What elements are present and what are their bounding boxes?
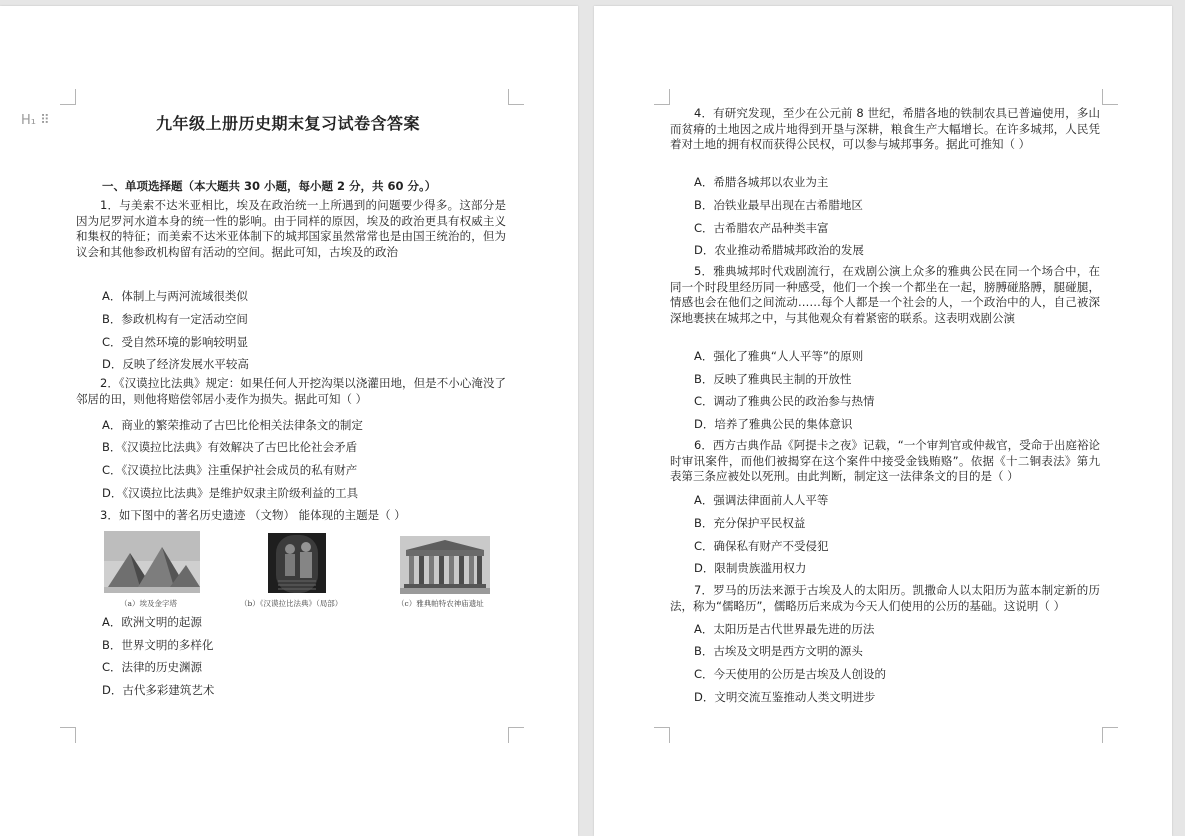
q3-option-b: B．世界文明的多样化 — [102, 638, 214, 652]
figure-c-caption: （c）雅典帕特农神庙遗址 — [397, 599, 484, 608]
question-4: 4．有研究发现，至少在公元前 8 世纪，希腊各地的铁制农具已普遍使用，多山而贫瘠的土地因之成片地得到开垦与深耕，粮食生产大幅增长。在许多城邦，人民凭着对土地的拥有权而获得公民权，可以参与城邦事务。据此可推知（ ） — [670, 106, 1100, 151]
q4-option-d: D．农业推动希腊城邦政治的发展 — [694, 243, 864, 257]
q3-option-a: A．欧洲文明的起源 — [102, 615, 202, 629]
q2-option-a: A．商业的繁荣推动了古巴比伦相关法律条文的制定 — [102, 418, 363, 432]
q5-option-c: C．调动了雅典公民的政治参与热情 — [694, 394, 875, 408]
q6-option-a: A．强调法律面前人人平等 — [694, 493, 829, 507]
figure-a-caption: （a）埃及金字塔 — [120, 599, 177, 608]
crop-mark-bottom-left — [654, 727, 670, 743]
document-page-1 — [0, 6, 578, 836]
q6-option-b: B．充分保护平民权益 — [694, 516, 806, 530]
crop-mark-bottom-right — [1102, 727, 1118, 743]
q6-option-d: D．限制贵族滥用权力 — [694, 561, 807, 575]
q7-option-a: A．太阳历是古代世界最先进的历法 — [694, 622, 875, 636]
q7-option-b: B．古埃及文明是西方文明的源头 — [694, 644, 863, 658]
q3-option-c: C．法律的历史渊源 — [102, 660, 203, 674]
question-6: 6．西方古典作品《阿提卡之夜》记载，“一个审判官或仲裁官，受命于出庭裕论时审讯案件，而他们被揭穿在这个案件中接受金钱贿赂”。依据《十二铜表法》第九表第三条应被处以死刑。由此判断，制定这一法律条文的目的是（ ） — [670, 438, 1100, 483]
pyramids-image — [104, 531, 200, 593]
crop-mark-top-right — [508, 89, 524, 105]
q1-option-b: B．参政机构有一定活动空间 — [102, 312, 248, 326]
question-2: 2．《汉谟拉比法典》规定：如果任何人开挖沟渠以浇灌田地，但是不小心淹没了邻居的田，则他将赔偿邻居小麦作为损失。据此可知（ ） — [76, 376, 506, 406]
q1-option-c: C．受自然环境的影响较明显 — [102, 335, 249, 349]
question-3: 3．如下图中的著名历史遗迹 （文物） 能体现的主题是（ ） — [100, 508, 406, 522]
q4-option-a: A．希腊各城邦以农业为主 — [694, 175, 829, 189]
q5-option-a: A．强化了雅典“人人平等”的原则 — [694, 349, 864, 363]
question-1: 1．与美索不达米亚相比，埃及在政治统一上所遇到的问题要少得多。这部分是因为尼罗河水道本身的统一性的影响。由于同样的原因，埃及的政治更具有权威主义和集权的特征；而美索不达米亚体制下的城邦国家虽然常常也是由国王统治的，但为议会和其他参政机构留有活动的空间。据此可知，古埃及的政治 — [76, 198, 506, 259]
question-5: 5．雅典城邦时代戏剧流行，在戏剧公演上众多的雅典公民在同一个场合中，在同一个时段里经历同一种感受，他们一个挨一个都坐在一起，膀膊碰胳膊，腿碰腿，情感也会在他们之间流动……每个人都是一个社会的人，一个政治中的人，自己被深深地裹挟在城邦之中，与其他观众有着紧密的联系。这表明戏剧公演 — [670, 264, 1100, 325]
heading-style-marker-icon[interactable]: H₁ ⠿ — [21, 113, 50, 128]
q7-option-d: D．文明交流互鉴推动人类文明进步 — [694, 690, 876, 704]
crop-mark-top-right — [1102, 89, 1118, 105]
figure-b-caption: （b）《汉谟拉比法典》（局部） — [240, 599, 343, 608]
q2-option-c: C．《汉谟拉比法典》注重保护社会成员的私有财产 — [102, 463, 358, 477]
document-title: 九年级上册历史期末复习试卷含答案 — [156, 114, 421, 133]
q4-option-c: C．古希腊农产品种类丰富 — [694, 221, 829, 235]
q5-option-b: B．反映了雅典民主制的开放性 — [694, 372, 852, 386]
q4-option-b: B．冶铁业最早出现在古希腊地区 — [694, 198, 863, 212]
q1-option-a: A．体制上与两河流域很类似 — [102, 289, 248, 303]
crop-mark-bottom-left — [60, 727, 76, 743]
document-page-2 — [594, 6, 1172, 836]
q1-option-d: D．反映了经济发展水平较高 — [102, 357, 249, 371]
q6-option-c: C．确保私有财产不受侵犯 — [694, 539, 829, 553]
crop-mark-top-left — [654, 89, 670, 105]
q2-option-d: D．《汉谟拉比法典》是维护奴隶主阶级利益的工具 — [102, 486, 359, 500]
parthenon-image — [400, 536, 490, 594]
hammurabi-code-image — [268, 533, 326, 593]
q7-option-c: C．今天使用的公历是古埃及人创设的 — [694, 667, 887, 681]
section-heading-multiple-choice: 一、单项选择题（本大题共 30 小题，每小题 2 分，共 60 分。） — [102, 179, 437, 193]
q5-option-d: D．培养了雅典公民的集体意识 — [694, 417, 853, 431]
question-7: 7．罗马的历法来源于古埃及人的太阳历。凯撒命人以太阳历为蓝本制定新的历法，称为“儒略历”，儒略历后来成为今天人们使用的公历的基础。这说明（ ） — [670, 583, 1100, 613]
crop-mark-bottom-right — [508, 727, 524, 743]
crop-mark-top-left — [60, 89, 76, 105]
q2-option-b: B．《汉谟拉比法典》有效解决了古巴比伦社会矛盾 — [102, 440, 358, 454]
q3-option-d: D．古代多彩建筑艺术 — [102, 683, 215, 697]
